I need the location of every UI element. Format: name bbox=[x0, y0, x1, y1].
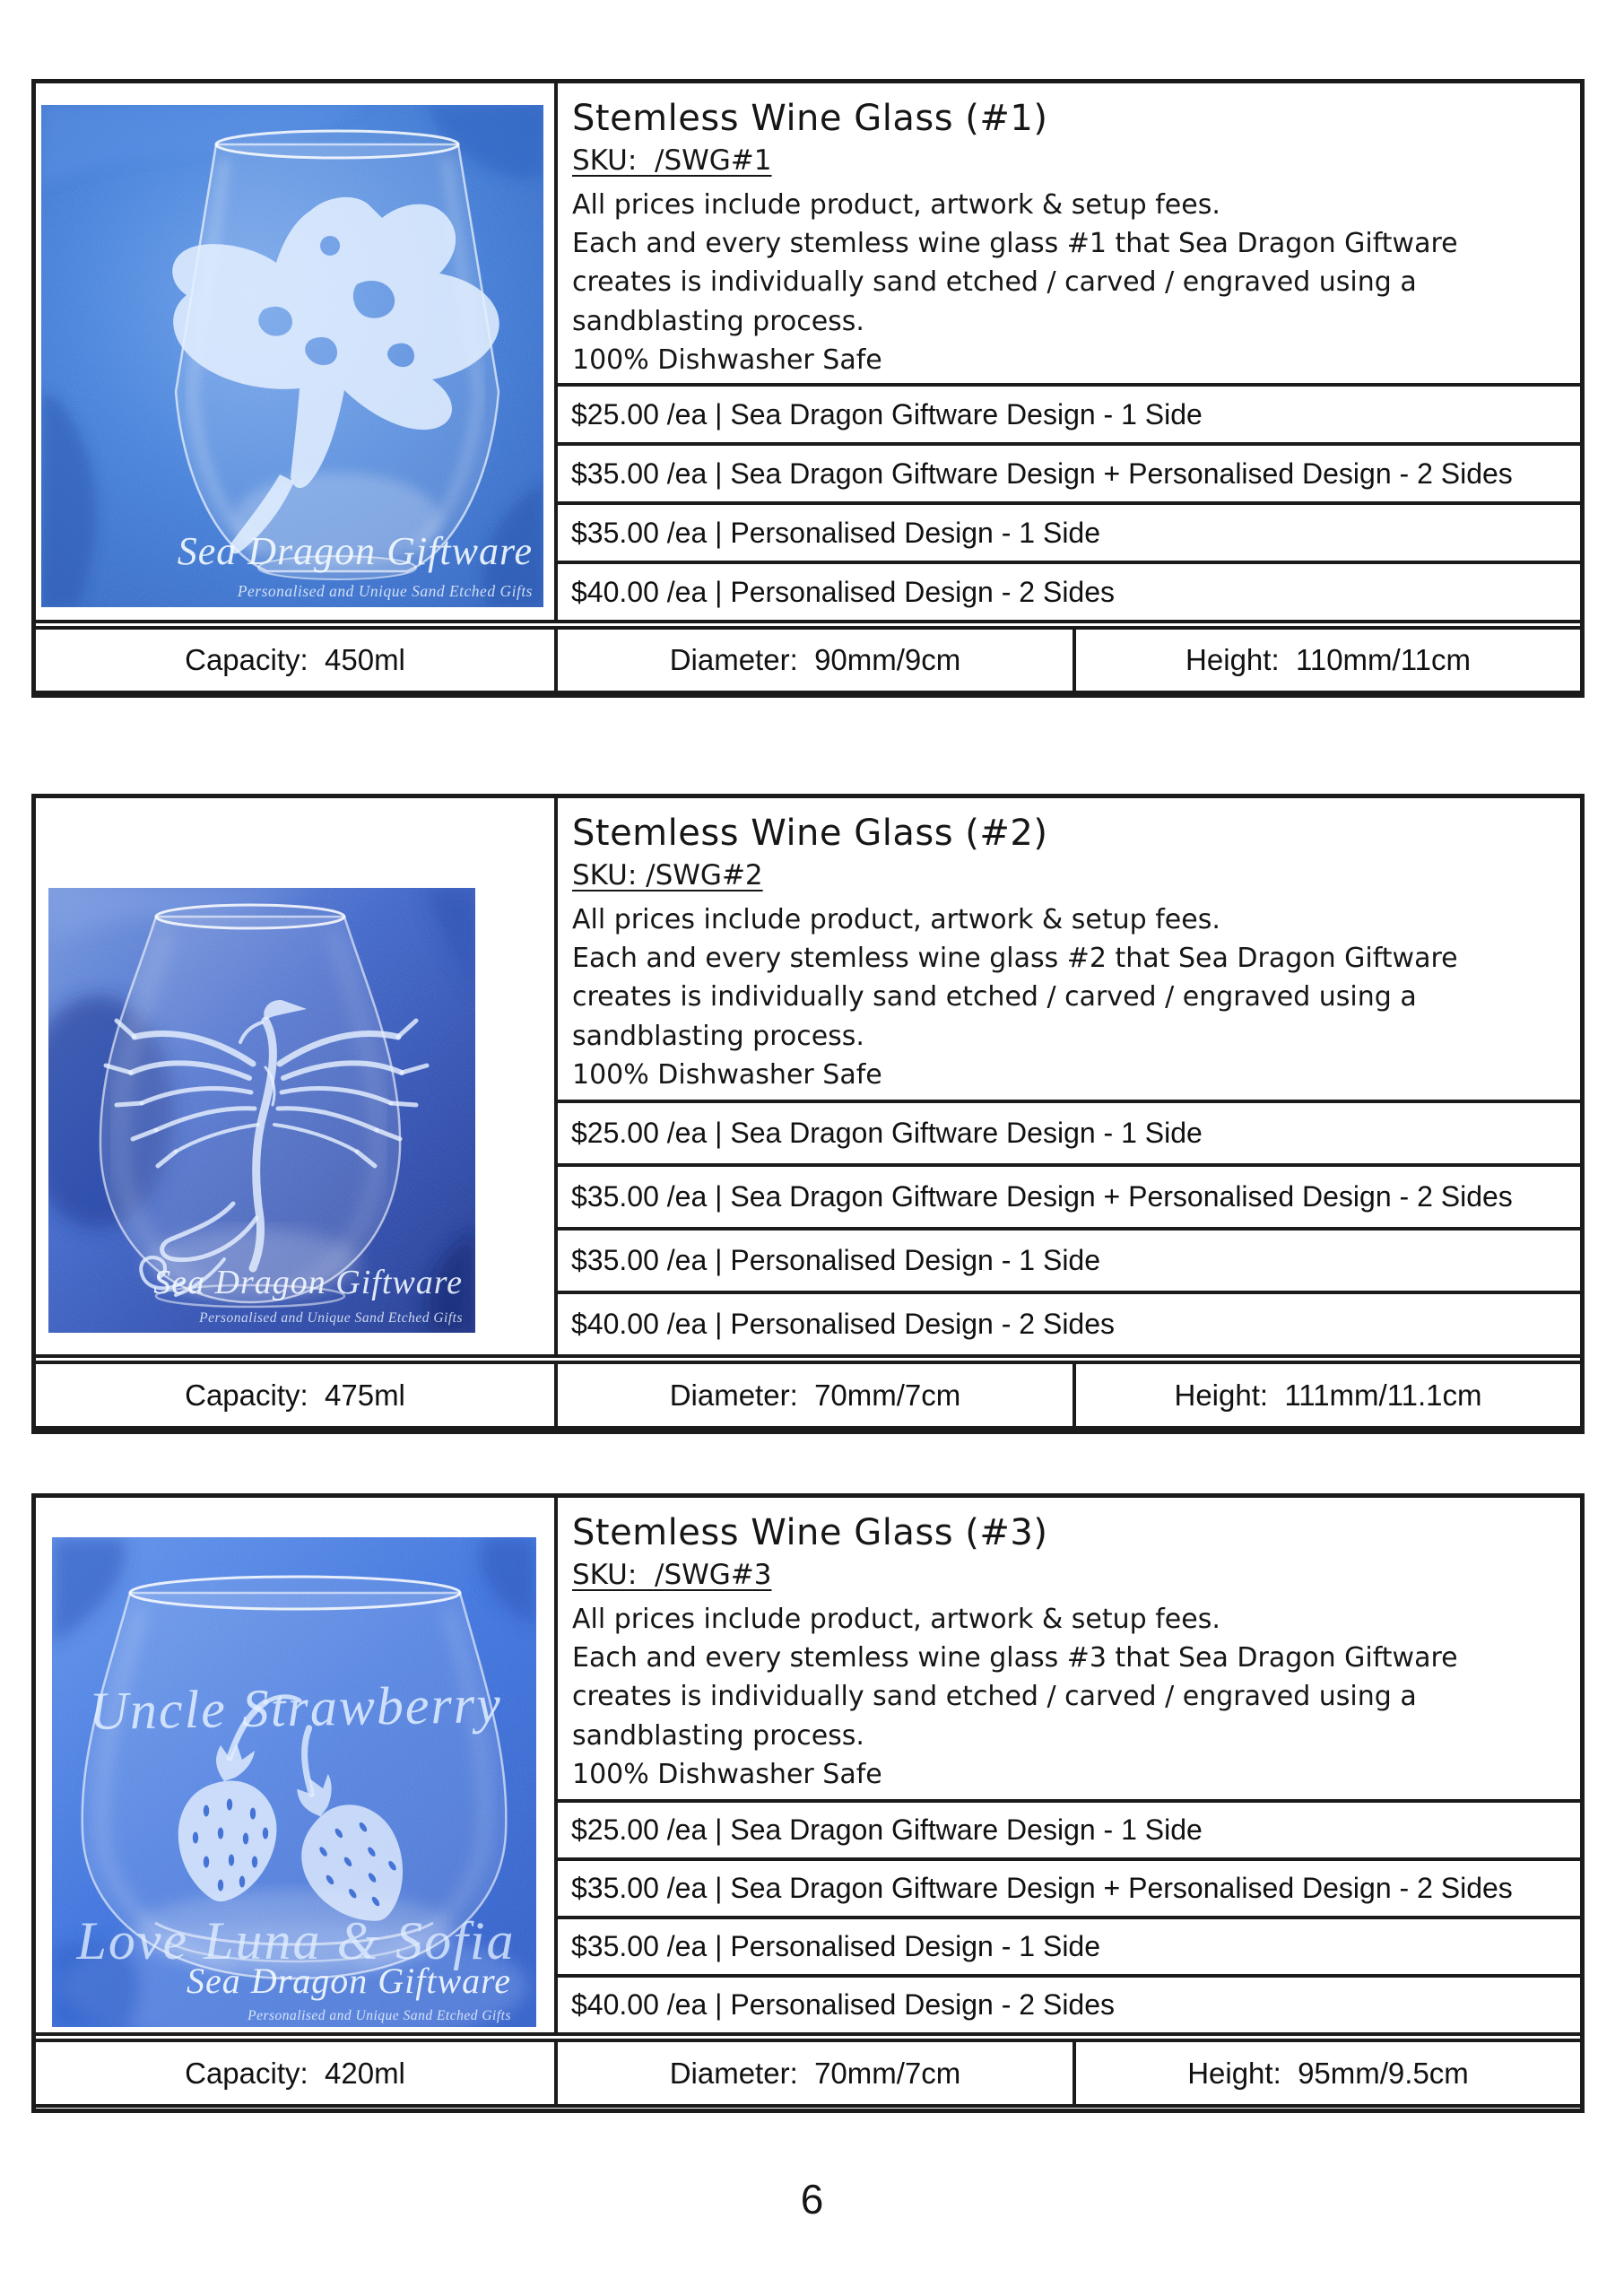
dimensions-row-swg2 bbox=[36, 1361, 1580, 1430]
product-photo-swg1 bbox=[41, 105, 543, 607]
price-row: $35.00 /ea | Personalised Design - 1 Side bbox=[558, 501, 1580, 561]
product-sku: SKU: /SWG#1 bbox=[572, 144, 772, 177]
height-cell: Height: 111mm/11.1cm bbox=[1174, 1378, 1482, 1412]
product-card-swg3 bbox=[31, 1493, 1585, 2113]
price-row: $40.00 /ea | Personalised Design - 2 Sides bbox=[558, 561, 1580, 620]
product-info-swg1 bbox=[558, 83, 1580, 383]
engraving-bottom-text: Love Luna & Sofia bbox=[76, 1911, 516, 1970]
product-photo-cell-swg3 bbox=[36, 1498, 558, 2032]
height-cell: Height: 110mm/11cm bbox=[1185, 643, 1471, 676]
product-info-swg2 bbox=[558, 798, 1580, 1100]
capacity-cell: Capacity: 475ml bbox=[36, 1364, 558, 1426]
product-description-line: All prices include product, artwork & setup fees. bbox=[572, 189, 1220, 221]
price-row: $40.00 /ea | Personalised Design - 2 Sides bbox=[558, 1291, 1580, 1354]
price-row: $35.00 /ea | Personalised Design - 1 Side bbox=[558, 1916, 1580, 1974]
product-details-swg1 bbox=[558, 83, 1580, 620]
product-main-swg2 bbox=[36, 798, 1580, 1358]
price-row: $25.00 /ea | Sea Dragon Giftware Design - 1 Side bbox=[558, 1799, 1580, 1857]
product-title: Stemless Wine Glass (#2) bbox=[572, 813, 1048, 854]
photo-watermark bbox=[153, 1264, 463, 1326]
watermark-tagline-text: Personalised and Unique Sand Etched Gifts bbox=[237, 582, 533, 600]
product-description-line: 100% Dishwasher Safe bbox=[572, 1758, 882, 1790]
watermark-text: Sea Dragon Giftware bbox=[187, 1961, 511, 2001]
product-description-line: All prices include product, artwork & setup fees. bbox=[572, 904, 1220, 935]
glass-silhouette bbox=[100, 905, 400, 1307]
product-details-swg2 bbox=[558, 798, 1580, 1354]
product-sku: SKU: /SWG#2 bbox=[572, 859, 763, 891]
engraving-top-text: Uncle Strawberry bbox=[88, 1674, 503, 1742]
diameter-cell: Diameter: 90mm/9cm bbox=[558, 630, 1076, 691]
price-row: $35.00 /ea | Personalised Design - 1 Side bbox=[558, 1227, 1580, 1291]
watermark-tagline-text: Personalised and Unique Sand Etched Gifts bbox=[248, 2008, 511, 2023]
product-description-line: 100% Dishwasher Safe bbox=[572, 1058, 882, 1091]
price-row: $35.00 /ea | Sea Dragon Giftware Design + Personalised Design - 2 Sides bbox=[558, 1857, 1580, 1916]
product-description-line: Each and every stemless wine glass #1 that Sea Dragon Giftware creates is individually sand etched / carved / engraved using a sandblasting process. bbox=[572, 228, 1467, 337]
page-number: 6 bbox=[800, 2176, 824, 2222]
product-photo-cell-swg2 bbox=[36, 798, 558, 1354]
product-photo-swg2 bbox=[48, 888, 475, 1333]
capacity-cell: Capacity: 420ml bbox=[36, 2042, 558, 2104]
watermark-text: Sea Dragon Giftware bbox=[153, 1264, 463, 1301]
product-photo-cell-swg1 bbox=[36, 83, 558, 620]
product-sku: SKU: /SWG#3 bbox=[572, 1559, 772, 1591]
price-row: $35.00 /ea | Sea Dragon Giftware Design + Personalised Design - 2 Sides bbox=[558, 442, 1580, 501]
product-card-swg1 bbox=[31, 79, 1585, 698]
product-main-swg3 bbox=[36, 1498, 1580, 2036]
product-title: Stemless Wine Glass (#1) bbox=[572, 98, 1048, 139]
diameter-cell: Diameter: 70mm/7cm bbox=[558, 1364, 1076, 1426]
price-row: $25.00 /ea | Sea Dragon Giftware Design - 1 Side bbox=[558, 1100, 1580, 1163]
product-photo-swg3 bbox=[52, 1537, 536, 2027]
product-card-swg2 bbox=[31, 794, 1585, 1434]
price-row: $40.00 /ea | Personalised Design - 2 Sides bbox=[558, 1974, 1580, 2032]
product-description-line: All prices include product, artwork & setup fees. bbox=[572, 1604, 1220, 1635]
product-details-swg3 bbox=[558, 1498, 1580, 2032]
capacity-cell: Capacity: 450ml bbox=[36, 630, 558, 691]
height-cell: Height: 95mm/9.5cm bbox=[1187, 2056, 1469, 2090]
product-main-swg1 bbox=[36, 83, 1580, 623]
product-title: Stemless Wine Glass (#3) bbox=[572, 1512, 1048, 1553]
price-row: $35.00 /ea | Sea Dragon Giftware Design + Personalised Design - 2 Sides bbox=[558, 1163, 1580, 1227]
price-row: $25.00 /ea | Sea Dragon Giftware Design - 1 Side bbox=[558, 383, 1580, 442]
product-info-swg3 bbox=[558, 1498, 1580, 1799]
watermark-text: Sea Dragon Giftware bbox=[177, 529, 533, 573]
diameter-cell: Diameter: 70mm/7cm bbox=[558, 2042, 1076, 2104]
product-description-line: Each and every stemless wine glass #2 that Sea Dragon Giftware creates is individually sand etched / carved / engraved using a sandblasting process. bbox=[572, 943, 1467, 1052]
dimensions-row-swg1 bbox=[36, 626, 1580, 694]
dimensions-row-swg3 bbox=[36, 2039, 1580, 2108]
product-description-line: Each and every stemless wine glass #3 that Sea Dragon Giftware creates is individually sand etched / carved / engraved using a sandblasting process. bbox=[572, 1642, 1467, 1752]
product-description-line: 100% Dishwasher Safe bbox=[572, 344, 882, 376]
watermark-tagline-text: Personalised and Unique Sand Etched Gifts bbox=[199, 1310, 463, 1326]
